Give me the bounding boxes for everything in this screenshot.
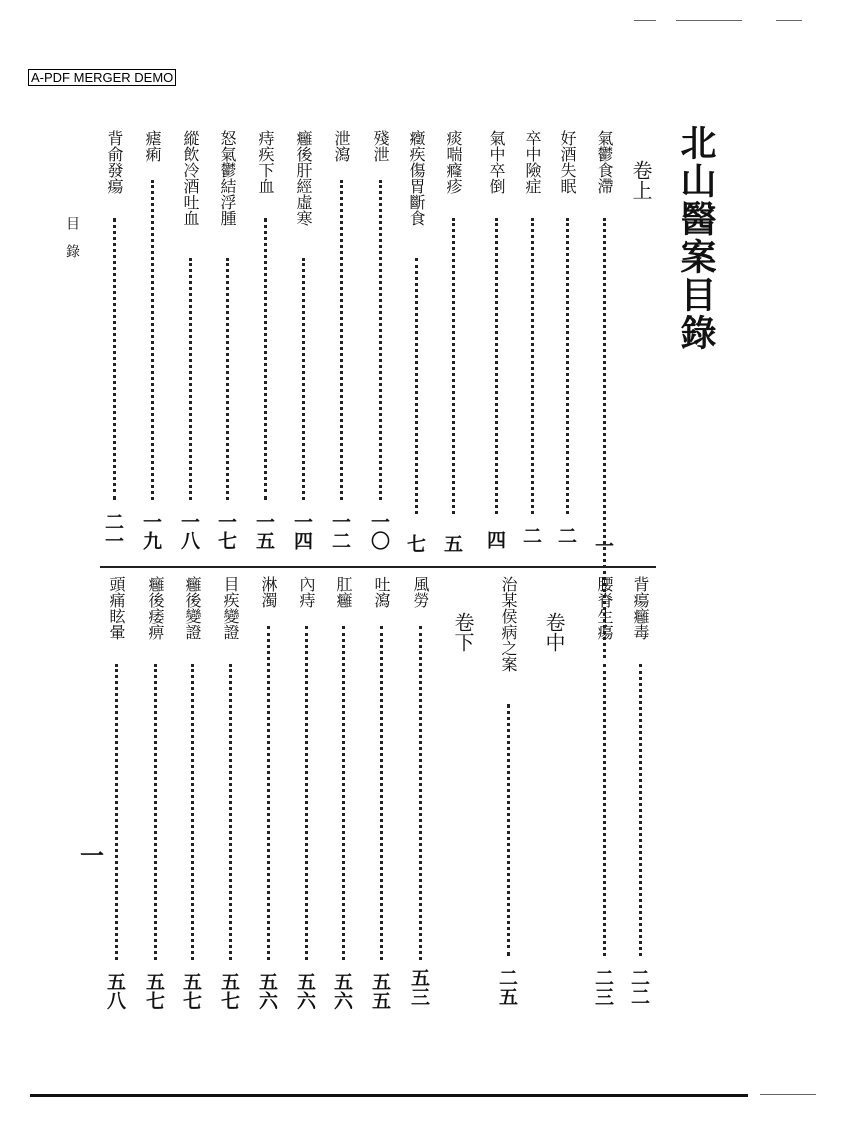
entry-page: 五五 xyxy=(369,972,391,1010)
entry-page: 五八 xyxy=(104,972,126,1010)
entry-title: 癰後痿痹 xyxy=(146,576,165,640)
entry-page: 二三 xyxy=(592,968,614,1006)
entry-page: 五六 xyxy=(331,972,353,1010)
scan-speck xyxy=(676,20,742,21)
entry-title: 氣鬱食滯 xyxy=(595,130,614,194)
entry-title: 淋濁 xyxy=(259,576,278,608)
entry-page: 二五 xyxy=(496,968,518,1006)
volume-header-upper: 卷上 xyxy=(629,160,653,200)
leader-dots xyxy=(189,258,192,500)
leader-dots xyxy=(639,664,642,956)
entry-title: 卒中險症 xyxy=(523,130,542,194)
entry-title: 腰脊生瘍 xyxy=(595,576,614,640)
entry-title: 吐瀉 xyxy=(372,576,391,608)
volume-header-middle: 卷中 xyxy=(542,612,566,652)
entry-title: 泄瀉 xyxy=(332,130,351,162)
entry-title: 縱飲冷酒吐血 xyxy=(181,130,200,226)
leader-dots xyxy=(115,664,118,960)
leader-dots xyxy=(452,218,455,514)
entry-title: 癰後變證 xyxy=(183,576,202,640)
leader-dots xyxy=(305,626,308,960)
leader-dots xyxy=(340,180,343,500)
leader-dots xyxy=(267,626,270,960)
leader-dots xyxy=(302,258,305,500)
leader-dots xyxy=(419,626,422,960)
entry-page: 五三 xyxy=(408,968,430,1006)
leader-dots xyxy=(507,704,510,956)
page-number: 一 xyxy=(80,841,104,870)
entry-page: 一二 xyxy=(329,512,351,550)
leader-dots xyxy=(380,626,383,960)
entry-page: 一八 xyxy=(178,512,200,550)
entry-title: 痔疾下血 xyxy=(256,130,275,194)
entry-page: 五 xyxy=(441,534,463,553)
leader-dots xyxy=(191,664,194,960)
leader-dots xyxy=(113,218,116,500)
entry-page: 二二 xyxy=(628,968,650,1006)
entry-title: 怒氣鬱結浮腫 xyxy=(218,130,237,226)
section-divider xyxy=(100,566,656,568)
entry-title: 瘧痢 xyxy=(143,130,162,162)
entry-title: 風勞 xyxy=(411,576,430,608)
page-title: 北山醫案目錄 xyxy=(675,124,717,352)
entry-page: 一五 xyxy=(253,512,275,550)
watermark-label: A-PDF MERGER DEMO xyxy=(28,69,176,86)
entry-title: 癥疾傷胃斷食 xyxy=(407,130,426,226)
entry-page: 四 xyxy=(484,530,506,549)
entry-page: 二 xyxy=(555,526,577,545)
entry-title: 目疾變證 xyxy=(221,576,240,640)
scan-speck xyxy=(776,20,802,21)
leader-dots xyxy=(229,664,232,960)
leader-dots xyxy=(342,626,345,960)
entry-page: 一四 xyxy=(291,512,313,550)
entry-title: 背瘍癰毒 xyxy=(631,576,650,640)
leader-dots xyxy=(226,258,229,500)
entry-title: 內痔 xyxy=(297,576,316,608)
entry-title: 肛癰 xyxy=(334,576,353,608)
entry-page: 五六 xyxy=(294,972,316,1010)
entry-title: 癰後肝經虛寒 xyxy=(294,130,313,226)
entry-title: 殘泄 xyxy=(371,130,390,162)
entry-page: 五七 xyxy=(143,972,165,1010)
leader-dots xyxy=(151,180,154,500)
leader-dots xyxy=(415,258,418,514)
entry-page: 五六 xyxy=(256,972,278,1010)
scan-speck xyxy=(634,20,656,21)
leader-dots xyxy=(379,180,382,500)
entry-page: 一九 xyxy=(140,512,162,550)
leader-dots xyxy=(264,218,267,500)
leader-dots xyxy=(154,664,157,960)
leader-dots xyxy=(566,218,569,514)
entry-page: 二 xyxy=(520,526,542,545)
entry-page: 一〇 xyxy=(368,512,390,550)
entry-page: 五七 xyxy=(218,972,240,1010)
entry-page: 七 xyxy=(404,534,426,553)
leader-dots xyxy=(531,218,534,514)
leader-dots xyxy=(603,664,606,956)
entry-title: 好酒失眠 xyxy=(558,130,577,194)
bottom-rule xyxy=(30,1094,748,1097)
volume-header-lower: 卷下 xyxy=(451,612,475,652)
entry-title: 背俞發瘍 xyxy=(105,130,124,194)
entry-page: 一 xyxy=(592,536,614,555)
entry-title: 痰喘癃疹 xyxy=(444,130,463,194)
side-label: 目 錄 xyxy=(64,216,80,258)
scan-speck xyxy=(760,1094,816,1095)
leader-dots xyxy=(495,218,498,514)
entry-title: 頭痛眩暈 xyxy=(107,576,126,640)
entry-page: 五七 xyxy=(180,972,202,1010)
entry-page: 二一 xyxy=(102,512,124,550)
entry-title: 氣中卒倒 xyxy=(487,130,506,194)
entry-title: 治某侯病之案 xyxy=(499,576,518,672)
entry-page: 一七 xyxy=(215,512,237,550)
